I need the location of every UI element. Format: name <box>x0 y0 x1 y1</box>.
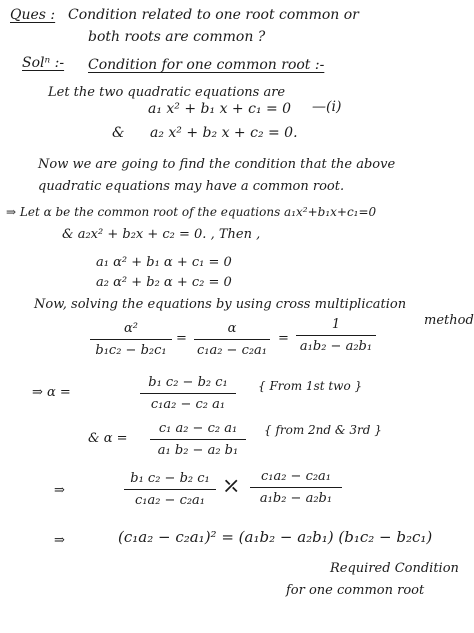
question-text-line2: both roots are common ? <box>88 29 266 45</box>
let-line-1: ⇒ Let α be the common root of the equations a₁x²+b₁x+c₁=0 <box>6 205 377 219</box>
fraction-numerator: c₁a₂ − c₂a₁ <box>260 469 332 484</box>
fraction-numerator: b₁ c₂ − b₂ c₁ <box>130 471 210 486</box>
alpha-fraction-1 <box>140 376 236 411</box>
fraction-one <box>296 318 376 353</box>
alpha-fraction-2 <box>150 422 246 457</box>
let-line-2: & a₂x² + b₂x + c₂ = 0. , Then , <box>62 227 261 242</box>
fraction-denominator: c₁a₂ − c₂a₁ <box>196 343 268 358</box>
final-equation: (c₁a₂ − c₂a₁)² = (a₁b₂ − a₂b₁) (b₁c₂ − b₂c₁) <box>118 528 433 546</box>
solution-heading: Condition for one common root :- <box>88 57 325 73</box>
equals-sign-2: = <box>278 331 289 346</box>
cross-multiply-mark: ⤫ <box>222 474 241 499</box>
fraction-denominator: b₁c₂ − b₂c₁ <box>95 343 167 358</box>
fraction-bar <box>194 339 270 340</box>
fraction-denominator: c₁a₂ − c₂a₁ <box>134 493 206 508</box>
alpha-eq-2-note: { from 2nd & 3rd } <box>264 423 382 437</box>
fraction-denominator: a₁ b₂ − a₂ b₁ <box>157 443 239 458</box>
alpha-eq-2-lhs: & α = <box>88 431 128 446</box>
equals-sign-1: = <box>176 331 187 346</box>
fraction-numerator: α² <box>124 321 138 336</box>
fraction-numerator: 1 <box>331 317 341 332</box>
fraction-bar <box>150 439 246 440</box>
fraction-numerator: c₁ a₂ − c₂ a₁ <box>158 421 238 436</box>
cross-eq-lhs: ⇒ <box>54 483 65 498</box>
for-one-common-root-note: for one common root <box>286 583 425 598</box>
substitution-2: a₂ α² + b₂ α + c₂ = 0 <box>96 275 232 290</box>
now-line-1: Now we are going to find the condition that the above <box>38 157 396 172</box>
fraction-numerator: α <box>227 321 237 336</box>
equation-1-tag: —(i) <box>312 99 342 115</box>
cross-fraction-a <box>124 472 216 507</box>
equation-2: a₂ x² + b₂ x + c₂ = 0. <box>150 125 298 141</box>
final-lhs: ⇒ <box>54 533 65 548</box>
alpha-eq-1-lhs: ⇒ α = <box>32 385 71 400</box>
fraction-alpha-squared <box>90 322 172 357</box>
cross-fraction-b <box>250 470 342 505</box>
solving-line-2: method <box>424 313 474 328</box>
fraction-denominator: a₁b₂ − a₂b₁ <box>299 339 373 354</box>
equation-1: a₁ x² + b₁ x + c₁ = 0 <box>148 101 292 117</box>
fraction-bar <box>140 393 236 394</box>
fraction-bar <box>124 489 216 490</box>
substitution-1: a₁ α² + b₁ α + c₁ = 0 <box>96 255 232 270</box>
solution-label: Solⁿ :- <box>22 55 65 71</box>
alpha-eq-1-note: { From 1st two } <box>258 379 363 393</box>
fraction-denominator: c₁a₂ − c₂ a₁ <box>150 397 226 412</box>
fraction-bar <box>250 487 342 488</box>
fraction-bar <box>90 339 172 340</box>
question-text-line1: Condition related to one root common or <box>68 7 359 23</box>
now-line-2: quadratic equations may have a common root. <box>38 179 345 194</box>
fraction-alpha <box>194 322 270 357</box>
fraction-numerator: b₁ c₂ − b₂ c₁ <box>148 375 228 390</box>
required-condition-note: Required Condition <box>330 561 459 576</box>
intro-line: Let the two quadratic equations are <box>48 85 286 100</box>
solving-line-1: Now, solving the equations by using cross multiplication <box>34 297 407 312</box>
question-label: Ques : <box>10 7 56 23</box>
fraction-bar <box>296 335 376 336</box>
ampersand-1: & <box>112 125 125 141</box>
fraction-denominator: a₁b₂ − a₂b₁ <box>259 491 333 506</box>
